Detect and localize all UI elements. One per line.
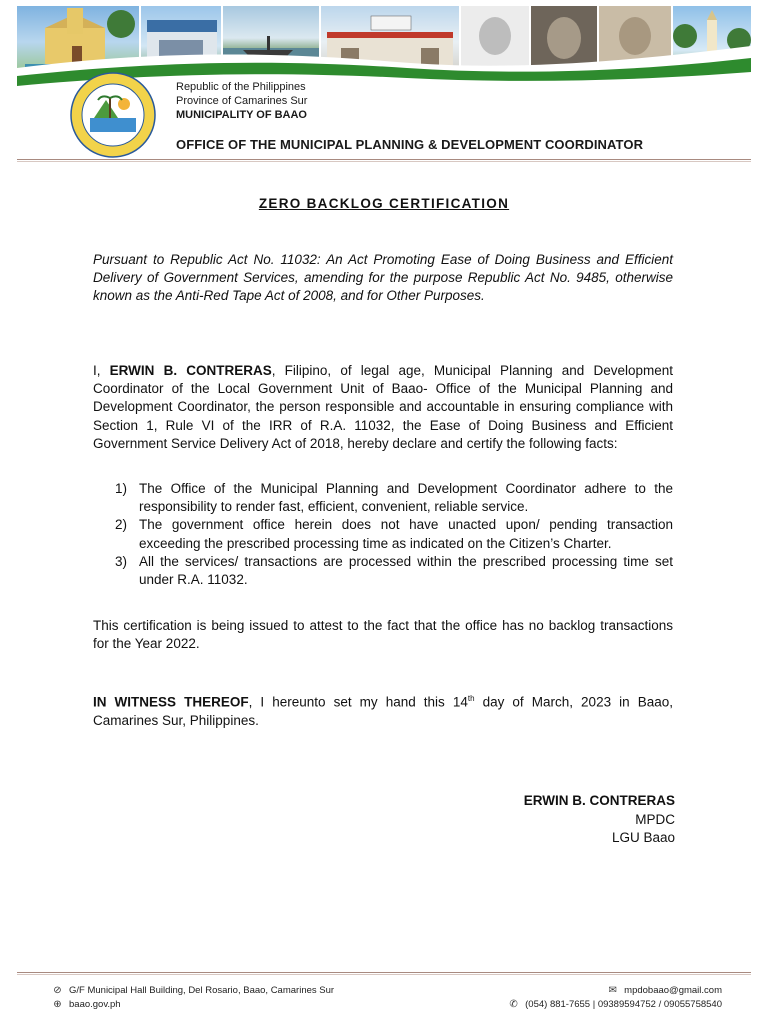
municipality-line: MUNICIPALITY OF BAAO <box>176 109 307 121</box>
globe-icon: ⊕ <box>53 999 62 1010</box>
footer-website[interactable] <box>52 998 121 1011</box>
office-title: OFFICE OF THE MUNICIPAL PLANNING & DEVELOPMENT COORDINATOR <box>176 137 644 152</box>
header-divider <box>17 159 751 160</box>
list-item <box>115 480 673 516</box>
province-line: Province of Camarines Sur <box>176 95 308 107</box>
list-item-number: 2) <box>115 517 128 533</box>
list-item-text: The government office herein does not have unacted upon/ pending transaction exceeding the prescribed processing time as indicated on the Citizen’s Charter. <box>139 517 673 551</box>
list-item-number: 3) <box>115 553 128 569</box>
footer-email-text[interactable]: mpdobaao@gmail.com <box>624 985 722 996</box>
footer-email[interactable] <box>607 984 722 997</box>
witness-text-post: day of March, 2023 in Baao, Camarines Sur, Philippines. <box>93 694 673 728</box>
intro-paragraph: Pursuant to Republic Act No. 11032: An Act Promoting Ease of Doing Business and Efficient Delivery of Government Services, amending for the purpose Republic Act No. 9485, otherwise known as the Anti-Red Tape Act of 2008, and for Other Purposes. <box>93 252 673 304</box>
phone-icon: ✆ <box>509 999 518 1010</box>
footer-divider <box>17 972 751 973</box>
header-divider-secondary <box>17 161 751 162</box>
witness-paragraph <box>93 690 673 730</box>
republic-line: Republic of the Philippines <box>176 81 306 93</box>
signatory-unit: LGU Baao <box>611 830 675 845</box>
list-item <box>115 553 673 589</box>
envelope-icon: ✉ <box>608 985 617 996</box>
witness-text-pre: , I hereunto set my hand this 14 <box>248 694 468 710</box>
declaration-body: , Filipino, of legal age, Municipal Planning and Development Coordinator of the Local Government Unit of Baao- Office of the Municipal Planning and Development Coordinator, the person responsible and accountable in ensuring compliance with Section 1, Rule VI of the IRR of R.A. 11032, the Ease of Doing Business and Efficient Government Service Delivery Act of 2018, hereby declare and certify the following facts: <box>93 363 673 451</box>
footer-phone-text: (054) 881-7655 | 09389594752 / 09055758540 <box>525 999 722 1010</box>
footer-address <box>52 984 334 997</box>
facts-list <box>115 480 673 589</box>
list-item <box>115 516 673 552</box>
declaration-prefix: I, <box>93 363 110 378</box>
signature-block <box>524 792 675 848</box>
witness-ordinal-suffix: th <box>467 694 475 703</box>
signatory-name: ERWIN B. CONTRERAS <box>523 793 675 808</box>
footer-address-text: G/F Municipal Hall Building, Del Rosario, Baao, Camarines Sur <box>69 985 335 996</box>
municipal-seal <box>70 72 156 158</box>
certification-paragraph: This certification is being issued to attest to the fact that the office has no backlog transactions for the Year 2022. <box>93 618 673 652</box>
list-item-number: 1) <box>115 481 128 496</box>
signatory-position: MPDC <box>635 811 675 827</box>
declarant-name: ERWIN B. CONTRERAS <box>109 363 272 378</box>
footer-phone <box>508 998 722 1011</box>
location-pin-icon: ⊘ <box>53 985 62 996</box>
list-item-text: The Office of the Municipal Planning and Development Coordinator adhere to the responsibility to render fast, efficient, convenient, reliable service. <box>139 481 673 515</box>
declaration-paragraph <box>93 362 673 453</box>
government-lines <box>176 80 307 122</box>
footer-website-text[interactable]: baao.gov.ph <box>69 999 121 1010</box>
witness-heading: IN WITNESS THEREOF <box>93 694 249 710</box>
document-title: ZERO BACKLOG CERTIFICATION <box>258 196 510 211</box>
list-item-text: All the services/ transactions are processed within the prescribed processing time set under R.A. 11032. <box>139 553 673 588</box>
footer-divider-secondary <box>17 974 751 975</box>
